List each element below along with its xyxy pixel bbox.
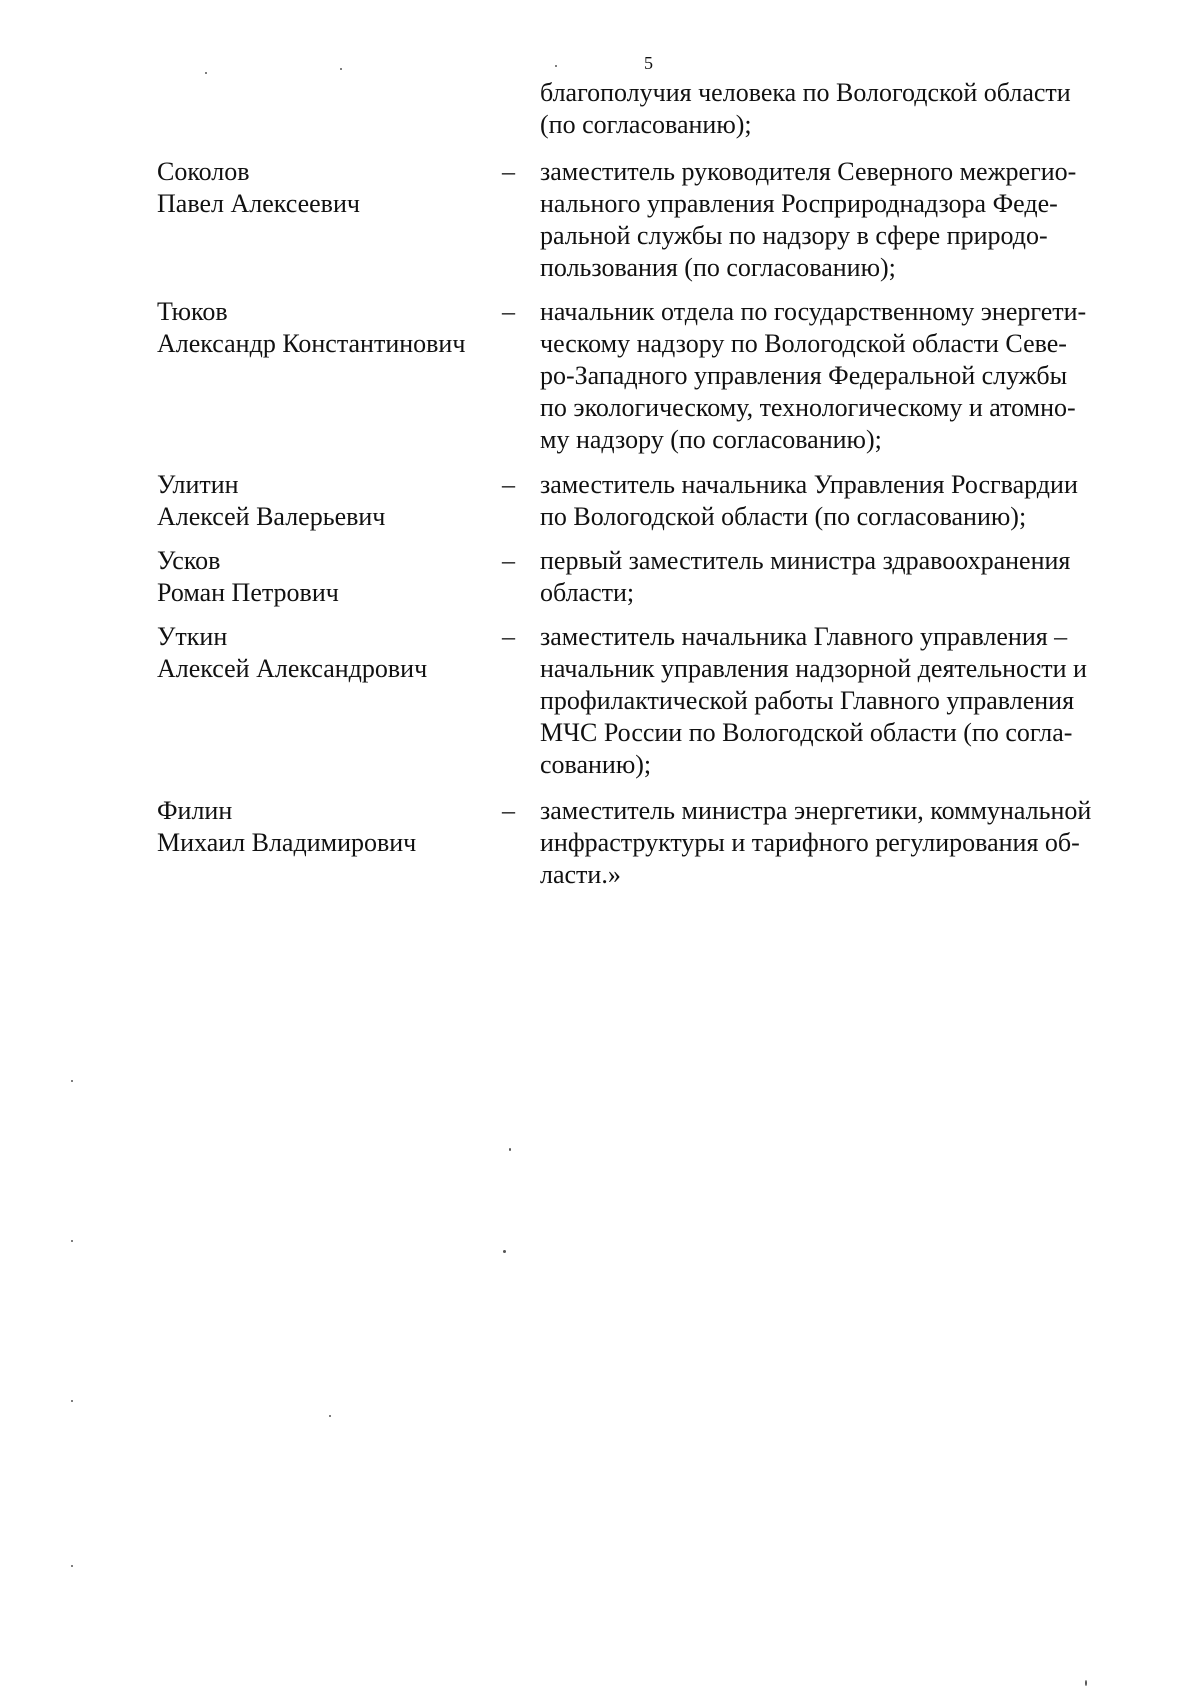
member-name xyxy=(157,545,507,609)
member-name xyxy=(157,621,507,685)
member-position xyxy=(540,296,1150,456)
member-position xyxy=(540,621,1150,781)
member-given-names: Алексей Александрович xyxy=(157,654,428,683)
dash-separator: – xyxy=(502,297,515,326)
page-number: 5 xyxy=(644,53,653,73)
scan-speck xyxy=(71,1565,73,1567)
scan-speck xyxy=(1085,1680,1087,1686)
position-line: пользования (по согласованию); xyxy=(540,253,896,282)
member-position xyxy=(540,469,1150,533)
member-given-names: Павел Алексеевич xyxy=(157,189,360,218)
position-line: сованию); xyxy=(540,750,652,779)
dash-separator: – xyxy=(502,157,515,186)
position-line: начальник отдела по государственному энергети- xyxy=(540,297,1087,326)
scan-speck xyxy=(71,1240,73,1242)
position-line: ральной службы по надзору в сфере природо- xyxy=(540,221,1048,250)
member-name xyxy=(157,795,507,859)
position-line: нального управления Росприроднадзора Феде- xyxy=(540,189,1058,218)
position-line: заместитель министра энергетики, коммунальной xyxy=(540,796,1092,825)
member-name xyxy=(157,156,507,220)
position-line: профилактической работы Главного управления xyxy=(540,686,1075,715)
member-position xyxy=(540,795,1150,891)
position-line: му надзору (по согласованию); xyxy=(540,425,882,454)
dash-separator: – xyxy=(502,470,515,499)
member-given-names: Александр Константинович xyxy=(157,329,466,358)
position-line: по экологическому, технологическому и атомно- xyxy=(540,393,1076,422)
position-line: начальник управления надзорной деятельности и xyxy=(540,654,1087,683)
scan-speck xyxy=(555,65,557,67)
member-surname: Усков xyxy=(157,546,221,575)
member-name xyxy=(157,296,507,360)
position-line: заместитель начальника Главного управления – xyxy=(540,622,1068,651)
member-surname: Улитин xyxy=(157,470,239,499)
position-line: ласти.» xyxy=(540,860,621,889)
scan-speck xyxy=(329,1415,331,1417)
scan-speck xyxy=(71,1080,73,1082)
member-name xyxy=(157,469,507,533)
dash-separator: – xyxy=(502,622,515,651)
scan-speck xyxy=(340,68,342,70)
position-line: заместитель руководителя Северного межрегио- xyxy=(540,157,1077,186)
member-surname: Соколов xyxy=(157,157,250,186)
member-given-names: Алексей Валерьевич xyxy=(157,502,386,531)
member-surname: Тюков xyxy=(157,297,228,326)
position-line: первый заместитель министра здравоохранения xyxy=(540,546,1071,575)
continuation-text xyxy=(540,77,1150,141)
position-line: МЧС России по Вологодской области (по согла- xyxy=(540,718,1073,747)
scan-speck xyxy=(205,72,207,74)
continuation-line: (по согласованию); xyxy=(540,110,752,139)
continuation-line: благополучия человека по Вологодской области xyxy=(540,78,1071,107)
member-surname: Уткин xyxy=(157,622,228,651)
position-line: ро-Западного управления Федеральной службы xyxy=(540,361,1068,390)
member-position xyxy=(540,545,1150,609)
position-line: заместитель начальника Управления Росгвардии xyxy=(540,470,1078,499)
member-given-names: Михаил Владимирович xyxy=(157,828,417,857)
member-given-names: Роман Петрович xyxy=(157,578,339,607)
position-line: по Вологодской области (по согласованию); xyxy=(540,502,1027,531)
position-line: инфраструктуры и тарифного регулирования об- xyxy=(540,828,1080,857)
scan-speck xyxy=(509,1148,511,1151)
member-surname: Филин xyxy=(157,796,233,825)
position-line: области; xyxy=(540,578,635,607)
position-line: ческому надзору по Вологодской области Севе- xyxy=(540,329,1067,358)
scan-speck xyxy=(71,1400,73,1402)
dash-separator: – xyxy=(502,546,515,575)
dash-separator: – xyxy=(502,796,515,825)
member-position xyxy=(540,156,1150,284)
scan-speck xyxy=(503,1250,506,1253)
